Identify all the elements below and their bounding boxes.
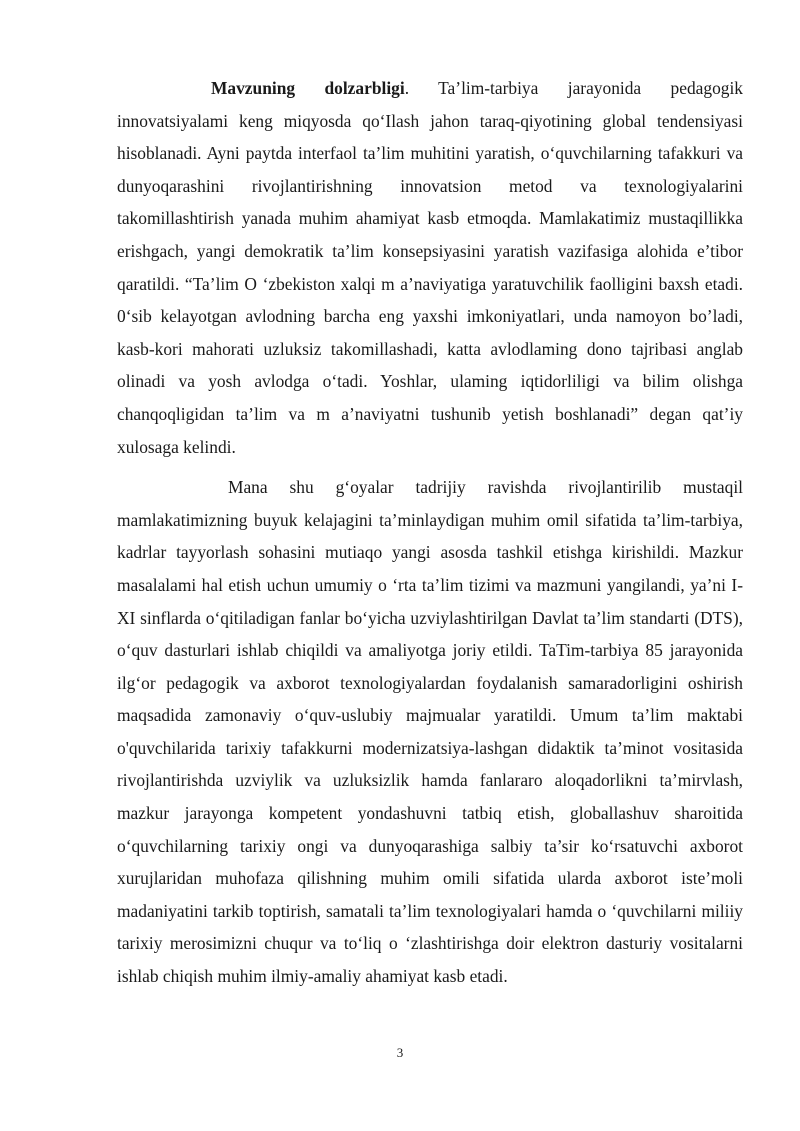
paragraph-relevance xyxy=(117,72,743,463)
heading-punctuation: . xyxy=(404,78,410,98)
page-number: 3 xyxy=(396,1045,404,1060)
section-heading: Mavzuning dolzarbligi xyxy=(211,78,405,98)
paragraph-1-text: Ta’lim-tarbiya jarayonida pedagogik innovatsiyalami keng miqyosda qo‘Ilash jahon taraq-qiyotining global tendensiyasi hisoblanadi. Ayni paytda interfaol ta’lim muhitini yaratish, o‘quvchilarning tafakkuri va dunyoqarashini rivojlantirishning innovatsion metod va texnologiyalarini takomillashtirish yanada muhim ahamiyat kasb etmoqda. Mamlakatimiz mustaqillikka erishgach, yangi demokratik ta’lim konsepsiyasini yaratish vazifasiga alohida e’tibor qaratildi. “Ta’lim O ‘zbekiston xalqi m a’naviyatiga yaratuvchilik faolligini baxsh etadi. 0‘sib kelayotgan avlodning barcha eng yaxshi imkoniyatlari, unda namoyon bo’ladi, kasb-kori mahorati uzluksiz takomillashadi, katta avlodlaming dono tajribasi anglab olinadi va yosh avlodga o‘tadi. Yoshlar, ulaming iqtidorliligi va bilim olishga chanqoqligidan ta’lim va m a’naviyatni tushunib yetish boshlanadi” degan qat’iy xulosaga kelindi. xyxy=(117,78,744,457)
document-body xyxy=(117,72,743,993)
paragraph-2-text: Mana shu g‘oyalar tadrijiy ravishda rivojlantirilib mustaqil mamlakatimizning buyuk kelajagini ta’minlaydigan muhim omil sifatida ta’lim-tarbiya, kadrlar tayyorlash sohasini mutiaqo yangi asosda tashkil etishga kirishildi. Mazkur masalalami hal etish uchun umumiy o ‘rta ta’lim tizimi va mazmuni yangilandi, ya’ni I-XI sinflarda o‘qitiladigan fanlar bo‘yicha uzviylashtirilgan Davlat ta’lim standarti (DTS), o‘quv dasturlari ishlab chiqildi va amaliyotga joriy etildi. TaTim-tarbiya 85 jarayonida ilg‘or pedagogik va axborot texnologiyalardan foydalanish samaradorligini oshirish maqsadida zamonaviy o‘quv-uslubiy majmualar yaratildi. Umum ta’lim maktabi o'quvchilarida tarixiy tafakkurni modernizatsiya-lashgan didaktik ta’minot vositasida rivojlantirishda uzviylik va uzluksizlik hamda fanlararo aloqadorlikni ta’mirvlash, mazkur jarayonga kompetent yondashuvni tatbiq etish, globallashuv sharoitida o‘quvchilarning tarixiy ongi va dunyoqarashiga salbiy ta’sir ko‘rsatuvchi axborot xurujlaridan muhofaza qilishning muhim omili sifatida ularda axborot iste’moli madaniyatini tarkib toptirish, samatali ta’lim texnologiyalari hamda o ‘quvchilarni miliiy tarixiy merosimizni chuqur va to‘liq o ‘zlashtirishga doir elektron dasturiy vositalarni ishlab chiqish muhim ilmiy-amaliy ahamiyat kasb etadi. xyxy=(117,477,743,987)
paragraph-ideas xyxy=(117,471,743,993)
